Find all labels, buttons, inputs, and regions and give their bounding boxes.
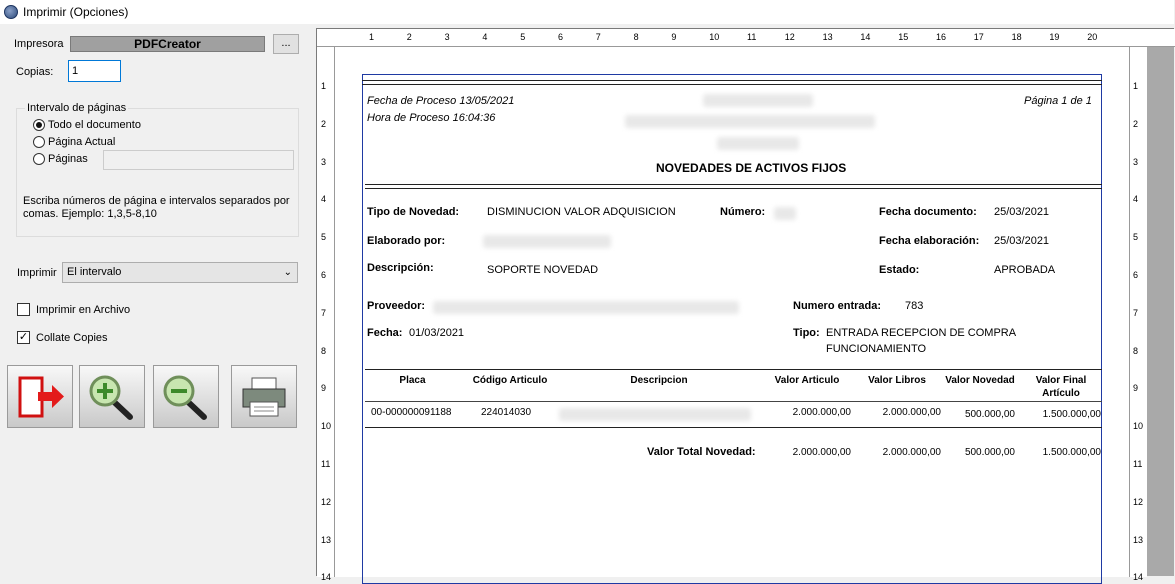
copies-label: Copias: [16, 66, 54, 78]
zoom-in-button[interactable] [79, 365, 145, 428]
zoom-out-button[interactable] [153, 365, 219, 428]
ruler-tick-label: 7 [321, 307, 327, 318]
ruler-tick-label: 14 [860, 32, 871, 42]
total-valor-final: 1.500.000,00 [1042, 447, 1101, 458]
entrada-value: 783 [905, 300, 924, 312]
ruler-tick-label: 3 [1133, 156, 1139, 167]
col-codigo: Código Articulo [472, 375, 548, 386]
chevron-down-icon: ⌄ [283, 267, 292, 278]
fecha-value: 01/03/2021 [409, 327, 465, 339]
ruler-tick-label: 3 [444, 32, 450, 42]
options-panel [0, 24, 312, 576]
table-bottom-rule [365, 427, 1102, 428]
proveedor-label: Proveedor: [367, 300, 426, 312]
section-rule [365, 188, 1102, 189]
ruler-tick-label: 1 [369, 32, 375, 42]
redacted-number [774, 207, 796, 220]
ruler-left [317, 47, 335, 583]
ruler-tick-label: 6 [321, 270, 327, 280]
tipo2-label: Tipo: [793, 327, 820, 339]
ruler-tick-label: 9 [1133, 383, 1139, 394]
ruler-tick-label: 11 [321, 459, 331, 469]
section-rule [365, 184, 1102, 185]
ruler-tick-label: 18 [1011, 32, 1022, 42]
radio-indicator[interactable] [33, 119, 45, 131]
tipo2-value: ENTRADA RECEPCION DE COMPRA [826, 327, 1017, 339]
ruler-tick-label: 2 [1133, 118, 1139, 129]
ruler-tick-label: 12 [1133, 496, 1144, 507]
ruler-tick-label: 4 [482, 32, 488, 42]
page-indicator: Página 1 de 1 [1024, 95, 1092, 107]
cell-placa: 00-000000091188 [371, 407, 452, 418]
radio-current-page[interactable] [33, 136, 115, 148]
ruler-tick-label: 5 [520, 32, 526, 42]
ruler-tick-label: 6 [558, 32, 564, 42]
col-valor-novedad: Valor Novedad [945, 375, 1015, 386]
radio-indicator[interactable] [33, 136, 45, 148]
ruler-tick-label: 4 [1133, 194, 1139, 205]
copies-input[interactable]: 1 [68, 60, 121, 82]
ruler-tick-label: 7 [595, 32, 601, 42]
ruler-tick-label: 10 [1133, 421, 1144, 432]
descripcion-label: Descripción: [367, 262, 434, 274]
printer-field[interactable]: PDFCreator [70, 36, 265, 52]
pages-input[interactable] [103, 150, 294, 170]
checkbox-label: Collate Copies [36, 331, 108, 344]
ruler-tick-label: 17 [973, 32, 984, 42]
redacted-description [559, 408, 751, 421]
ruler-tick-label: 10 [321, 421, 332, 432]
print-button[interactable] [231, 365, 297, 428]
tipo2-value-2: FUNCIONAMIENTO [826, 343, 927, 355]
ruler-tick-label: 16 [936, 32, 947, 42]
table-top-rule [365, 369, 1102, 370]
estado-value: APROBADA [994, 264, 1056, 276]
redacted-entity [625, 115, 875, 128]
radio-label: Páginas [48, 153, 88, 165]
browse-printer-button[interactable]: ... [273, 34, 299, 54]
cell-codigo: 224014030 [481, 407, 532, 418]
top-rule [362, 80, 1102, 81]
process-time: Hora de Proceso 16:04:36 [367, 112, 496, 124]
page-range-legend: Intervalo de páginas [27, 102, 127, 114]
checkbox-label: Imprimir en Archivo [36, 303, 131, 316]
zoom-out-icon [160, 372, 212, 422]
fecha-elab-value: 25/03/2021 [994, 235, 1050, 247]
fecha-label: Fecha: [367, 327, 403, 339]
checkbox-box[interactable]: ✓ [18, 331, 29, 343]
redacted-entity [717, 137, 799, 150]
ruler-tick-label: 19 [1049, 32, 1060, 42]
redacted-author [483, 235, 611, 248]
ruler-tick-label: 13 [1133, 534, 1144, 545]
col-valor-articulo: Valor Articulo [774, 375, 840, 386]
ruler-tick-label: 5 [1133, 232, 1139, 243]
redacted-entity [703, 94, 813, 107]
ruler-tick-label: 8 [633, 32, 639, 42]
ruler-tick-label: 14 [1133, 572, 1144, 583]
cell-valor-articulo: 2.000.000,00 [792, 407, 851, 418]
radio-indicator[interactable] [33, 153, 45, 165]
col-placa: Placa [399, 375, 426, 386]
ruler-tick-label: 8 [1133, 345, 1139, 356]
ruler-tick-label: 2 [321, 118, 327, 129]
fecha-elab-label: Fecha elaboración: [879, 235, 980, 247]
tipo-value: DISMINUCION VALOR ADQUISICION [487, 206, 676, 218]
radio-label: Página Actual [48, 136, 116, 148]
total-label: Valor Total Novedad: [647, 446, 756, 458]
process-date: Fecha de Proceso 13/05/2021 [367, 95, 515, 107]
ruler-tick-label: 8 [321, 345, 327, 356]
ruler-tick-label: 1 [1133, 81, 1139, 91]
ruler-tick-label: 9 [321, 383, 327, 394]
radio-pages[interactable] [33, 153, 88, 165]
print-preview[interactable] [316, 28, 1174, 583]
app-icon [4, 5, 18, 19]
top-rule [362, 84, 1102, 85]
report-title: NOVEDADES DE ACTIVOS FIJOS [656, 161, 847, 175]
exit-button[interactable] [7, 365, 73, 428]
col-valor-libros: Valor Libros [868, 375, 926, 386]
zoom-in-icon [86, 372, 138, 422]
ruler-top [317, 29, 1175, 47]
ruler-tick-label: 11 [1133, 459, 1143, 469]
ruler-tick-label: 12 [784, 32, 795, 42]
ruler-tick-label: 12 [321, 496, 332, 507]
cell-valor-novedad: 500.000,00 [964, 409, 1015, 420]
total-valor-novedad: 500.000,00 [964, 447, 1015, 458]
ruler-tick-label: 14 [321, 572, 332, 583]
ruler-tick-label: 6 [1133, 270, 1139, 280]
print-mode-select[interactable] [62, 262, 298, 283]
ruler-tick-label: 4 [321, 194, 327, 205]
numero-label: Número: [720, 206, 766, 218]
ruler-tick-label: 13 [321, 534, 332, 545]
cell-valor-libros: 2.000.000,00 [882, 407, 941, 418]
fecha-doc-value: 25/03/2021 [994, 206, 1050, 218]
ruler-right [1129, 47, 1147, 583]
ruler-tick-label: 10 [709, 32, 720, 42]
ruler-tick-label: 2 [406, 32, 412, 42]
printer-label: Impresora [14, 38, 64, 50]
ruler-tick-label: 20 [1087, 32, 1098, 42]
ruler-tick-label: 13 [822, 32, 833, 42]
ruler-tick-label: 15 [898, 32, 909, 42]
total-valor-libros: 2.000.000,00 [882, 447, 941, 458]
ruler-tick-label: 3 [321, 156, 327, 167]
preview-page [335, 47, 1129, 577]
ruler-tick-label: 9 [671, 32, 677, 42]
page-range-group [16, 102, 299, 237]
page-range-hint: Escriba números de página e intervalos separados por comas. Ejemplo: 1,3,5-8,10 [23, 195, 290, 220]
print-to-file-checkbox[interactable] [17, 303, 130, 316]
total-valor-articulo: 2.000.000,00 [792, 447, 851, 458]
col-valor-final: Valor Final Artículo [1035, 375, 1087, 399]
col-descripcion: Descripcion [630, 375, 688, 386]
title-bar [0, 0, 1174, 24]
printer-icon [238, 372, 290, 422]
checkbox-box[interactable] [17, 303, 30, 316]
entrada-label: Numero entrada: [793, 300, 882, 312]
fecha-doc-label: Fecha documento: [879, 206, 977, 218]
descripcion-value: SOPORTE NOVEDAD [487, 264, 599, 276]
window-title: Imprimir (Opciones) [23, 5, 129, 19]
redacted-provider [433, 301, 739, 314]
print-mode-value: El intervalo [67, 266, 122, 278]
exit-icon [14, 372, 66, 422]
ruler-tick-label: 1 [321, 81, 327, 91]
ruler-tick-label: 7 [1133, 307, 1139, 318]
ruler-tick-label: 11 [747, 32, 757, 42]
collate-copies-checkbox[interactable] [17, 331, 108, 344]
radio-all-document[interactable] [33, 119, 141, 131]
radio-label: Todo el documento [48, 119, 141, 131]
ruler-tick-label: 5 [321, 232, 327, 243]
cell-valor-final: 1.500.000,00 [1042, 409, 1101, 420]
print-mode-label: Imprimir [17, 267, 57, 279]
estado-label: Estado: [879, 264, 920, 276]
elaborado-label: Elaborado por: [367, 235, 446, 247]
tipo-label: Tipo de Novedad: [367, 206, 460, 218]
header-rule [365, 401, 1102, 402]
